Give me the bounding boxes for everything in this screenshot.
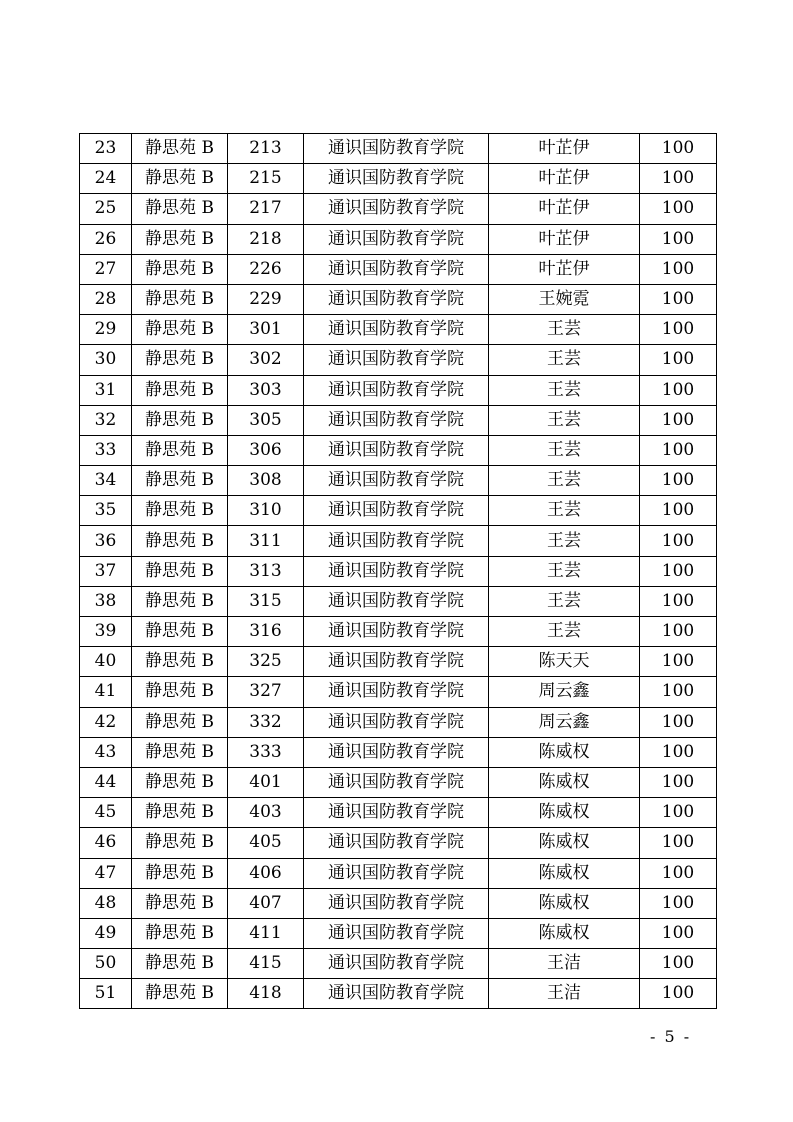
building-cell: 静思苑 B	[132, 617, 228, 647]
college-cell: 通识国防教育学院	[304, 254, 489, 284]
score-cell: 100	[640, 284, 717, 314]
college-cell: 通识国防教育学院	[304, 435, 489, 465]
row-number-cell: 27	[80, 254, 132, 284]
table-row	[80, 496, 717, 526]
room-number-cell: 405	[228, 828, 304, 858]
table-row	[80, 586, 717, 616]
inspector-name-cell: 王芸	[489, 435, 640, 465]
score-cell: 100	[640, 375, 717, 405]
score-cell: 100	[640, 617, 717, 647]
row-number-cell: 26	[80, 224, 132, 254]
room-number-cell: 218	[228, 224, 304, 254]
college-cell: 通识国防教育学院	[304, 586, 489, 616]
row-number-cell: 41	[80, 677, 132, 707]
college-cell: 通识国防教育学院	[304, 858, 489, 888]
row-number-cell: 30	[80, 345, 132, 375]
room-number-cell: 226	[228, 254, 304, 284]
college-cell: 通识国防教育学院	[304, 466, 489, 496]
college-cell: 通识国防教育学院	[304, 315, 489, 345]
row-number-cell: 51	[80, 979, 132, 1009]
inspector-name-cell: 王芸	[489, 526, 640, 556]
row-number-cell: 40	[80, 647, 132, 677]
college-cell: 通识国防教育学院	[304, 375, 489, 405]
score-cell: 100	[640, 496, 717, 526]
row-number-cell: 42	[80, 707, 132, 737]
row-number-cell: 28	[80, 284, 132, 314]
row-number-cell: 50	[80, 949, 132, 979]
room-number-cell: 315	[228, 586, 304, 616]
inspector-name-cell: 周云鑫	[489, 707, 640, 737]
table-row	[80, 254, 717, 284]
table-row	[80, 888, 717, 918]
college-cell: 通识国防教育学院	[304, 918, 489, 948]
row-number-cell: 25	[80, 194, 132, 224]
table-row	[80, 918, 717, 948]
college-cell: 通识国防教育学院	[304, 617, 489, 647]
college-cell: 通识国防教育学院	[304, 134, 489, 164]
dormitory-score-table	[79, 133, 717, 1009]
table-row	[80, 284, 717, 314]
inspector-name-cell: 王洁	[489, 949, 640, 979]
inspector-name-cell: 王婉霓	[489, 284, 640, 314]
college-cell: 通识国防教育学院	[304, 979, 489, 1009]
room-number-cell: 415	[228, 949, 304, 979]
table-body	[80, 134, 717, 1009]
building-cell: 静思苑 B	[132, 556, 228, 586]
table-row	[80, 979, 717, 1009]
score-cell: 100	[640, 586, 717, 616]
building-cell: 静思苑 B	[132, 345, 228, 375]
inspector-name-cell: 王芸	[489, 375, 640, 405]
college-cell: 通识国防教育学院	[304, 707, 489, 737]
inspector-name-cell: 王芸	[489, 466, 640, 496]
inspector-name-cell: 陈威权	[489, 888, 640, 918]
inspector-name-cell: 王芸	[489, 556, 640, 586]
college-cell: 通识国防教育学院	[304, 888, 489, 918]
inspector-name-cell: 叶芷伊	[489, 134, 640, 164]
table-row	[80, 194, 717, 224]
score-cell: 100	[640, 949, 717, 979]
building-cell: 静思苑 B	[132, 466, 228, 496]
building-cell: 静思苑 B	[132, 194, 228, 224]
inspector-name-cell: 陈威权	[489, 767, 640, 797]
table-row	[80, 466, 717, 496]
room-number-cell: 407	[228, 888, 304, 918]
inspector-name-cell: 叶芷伊	[489, 224, 640, 254]
room-number-cell: 302	[228, 345, 304, 375]
room-number-cell: 311	[228, 526, 304, 556]
building-cell: 静思苑 B	[132, 707, 228, 737]
college-cell: 通识国防教育学院	[304, 828, 489, 858]
college-cell: 通识国防教育学院	[304, 798, 489, 828]
college-cell: 通识国防教育学院	[304, 647, 489, 677]
score-cell: 100	[640, 526, 717, 556]
score-cell: 100	[640, 224, 717, 254]
college-cell: 通识国防教育学院	[304, 345, 489, 375]
table-row	[80, 134, 717, 164]
room-number-cell: 411	[228, 918, 304, 948]
score-cell: 100	[640, 858, 717, 888]
inspector-name-cell: 陈威权	[489, 858, 640, 888]
room-number-cell: 401	[228, 767, 304, 797]
room-number-cell: 310	[228, 496, 304, 526]
college-cell: 通识国防教育学院	[304, 496, 489, 526]
row-number-cell: 32	[80, 405, 132, 435]
inspector-name-cell: 叶芷伊	[489, 164, 640, 194]
college-cell: 通识国防教育学院	[304, 526, 489, 556]
score-cell: 100	[640, 647, 717, 677]
college-cell: 通识国防教育学院	[304, 164, 489, 194]
college-cell: 通识国防教育学院	[304, 767, 489, 797]
score-cell: 100	[640, 345, 717, 375]
room-number-cell: 308	[228, 466, 304, 496]
table-row	[80, 526, 717, 556]
inspector-name-cell: 陈天天	[489, 647, 640, 677]
college-cell: 通识国防教育学院	[304, 224, 489, 254]
row-number-cell: 36	[80, 526, 132, 556]
inspector-name-cell: 陈威权	[489, 737, 640, 767]
room-number-cell: 327	[228, 677, 304, 707]
score-cell: 100	[640, 134, 717, 164]
score-cell: 100	[640, 737, 717, 767]
building-cell: 静思苑 B	[132, 315, 228, 345]
building-cell: 静思苑 B	[132, 677, 228, 707]
table-row	[80, 315, 717, 345]
score-cell: 100	[640, 556, 717, 586]
college-cell: 通识国防教育学院	[304, 194, 489, 224]
inspector-name-cell: 王芸	[489, 345, 640, 375]
building-cell: 静思苑 B	[132, 828, 228, 858]
row-number-cell: 38	[80, 586, 132, 616]
room-number-cell: 313	[228, 556, 304, 586]
college-cell: 通识国防教育学院	[304, 949, 489, 979]
inspector-name-cell: 王芸	[489, 617, 640, 647]
score-cell: 100	[640, 798, 717, 828]
building-cell: 静思苑 B	[132, 224, 228, 254]
table-row	[80, 677, 717, 707]
inspector-name-cell: 周云鑫	[489, 677, 640, 707]
room-number-cell: 316	[228, 617, 304, 647]
building-cell: 静思苑 B	[132, 798, 228, 828]
row-number-cell: 29	[80, 315, 132, 345]
building-cell: 静思苑 B	[132, 858, 228, 888]
table-row	[80, 345, 717, 375]
inspector-name-cell: 王芸	[489, 315, 640, 345]
inspector-name-cell: 王洁	[489, 979, 640, 1009]
inspector-name-cell: 王芸	[489, 586, 640, 616]
college-cell: 通识国防教育学院	[304, 405, 489, 435]
room-number-cell: 215	[228, 164, 304, 194]
college-cell: 通识国防教育学院	[304, 737, 489, 767]
table-row	[80, 405, 717, 435]
building-cell: 静思苑 B	[132, 918, 228, 948]
score-cell: 100	[640, 918, 717, 948]
row-number-cell: 35	[80, 496, 132, 526]
row-number-cell: 39	[80, 617, 132, 647]
building-cell: 静思苑 B	[132, 949, 228, 979]
room-number-cell: 229	[228, 284, 304, 314]
row-number-cell: 43	[80, 737, 132, 767]
score-cell: 100	[640, 254, 717, 284]
college-cell: 通识国防教育学院	[304, 284, 489, 314]
score-cell: 100	[640, 979, 717, 1009]
room-number-cell: 325	[228, 647, 304, 677]
inspector-name-cell: 王芸	[489, 496, 640, 526]
building-cell: 静思苑 B	[132, 164, 228, 194]
row-number-cell: 49	[80, 918, 132, 948]
inspector-name-cell: 王芸	[489, 405, 640, 435]
building-cell: 静思苑 B	[132, 496, 228, 526]
score-cell: 100	[640, 767, 717, 797]
row-number-cell: 34	[80, 466, 132, 496]
table-row	[80, 647, 717, 677]
score-cell: 100	[640, 828, 717, 858]
score-cell: 100	[640, 435, 717, 465]
building-cell: 静思苑 B	[132, 737, 228, 767]
room-number-cell: 305	[228, 405, 304, 435]
room-number-cell: 333	[228, 737, 304, 767]
room-number-cell: 403	[228, 798, 304, 828]
building-cell: 静思苑 B	[132, 134, 228, 164]
inspector-name-cell: 陈威权	[489, 828, 640, 858]
row-number-cell: 45	[80, 798, 132, 828]
table-row	[80, 767, 717, 797]
score-cell: 100	[640, 315, 717, 345]
table-row	[80, 556, 717, 586]
table-row	[80, 435, 717, 465]
building-cell: 静思苑 B	[132, 647, 228, 677]
inspector-name-cell: 陈威权	[489, 918, 640, 948]
room-number-cell: 217	[228, 194, 304, 224]
table-row	[80, 164, 717, 194]
room-number-cell: 418	[228, 979, 304, 1009]
table-row	[80, 375, 717, 405]
score-cell: 100	[640, 466, 717, 496]
row-number-cell: 23	[80, 134, 132, 164]
inspector-name-cell: 叶芷伊	[489, 254, 640, 284]
building-cell: 静思苑 B	[132, 375, 228, 405]
score-cell: 100	[640, 164, 717, 194]
score-cell: 100	[640, 194, 717, 224]
row-number-cell: 48	[80, 888, 132, 918]
row-number-cell: 31	[80, 375, 132, 405]
row-number-cell: 24	[80, 164, 132, 194]
row-number-cell: 44	[80, 767, 132, 797]
building-cell: 静思苑 B	[132, 526, 228, 556]
inspector-name-cell: 陈威权	[489, 798, 640, 828]
inspector-name-cell: 叶芷伊	[489, 194, 640, 224]
college-cell: 通识国防教育学院	[304, 677, 489, 707]
building-cell: 静思苑 B	[132, 586, 228, 616]
table-row	[80, 224, 717, 254]
table-row	[80, 858, 717, 888]
table-row	[80, 798, 717, 828]
room-number-cell: 406	[228, 858, 304, 888]
building-cell: 静思苑 B	[132, 888, 228, 918]
score-cell: 100	[640, 677, 717, 707]
building-cell: 静思苑 B	[132, 767, 228, 797]
room-number-cell: 301	[228, 315, 304, 345]
room-number-cell: 213	[228, 134, 304, 164]
building-cell: 静思苑 B	[132, 254, 228, 284]
score-cell: 100	[640, 405, 717, 435]
building-cell: 静思苑 B	[132, 284, 228, 314]
college-cell: 通识国防教育学院	[304, 556, 489, 586]
building-cell: 静思苑 B	[132, 979, 228, 1009]
building-cell: 静思苑 B	[132, 435, 228, 465]
room-number-cell: 332	[228, 707, 304, 737]
room-number-cell: 303	[228, 375, 304, 405]
score-cell: 100	[640, 707, 717, 737]
table-row	[80, 828, 717, 858]
row-number-cell: 33	[80, 435, 132, 465]
table-row	[80, 707, 717, 737]
row-number-cell: 46	[80, 828, 132, 858]
table-row	[80, 737, 717, 767]
building-cell: 静思苑 B	[132, 405, 228, 435]
room-number-cell: 306	[228, 435, 304, 465]
score-cell: 100	[640, 888, 717, 918]
page-number: - 5 -	[650, 1027, 692, 1046]
row-number-cell: 37	[80, 556, 132, 586]
row-number-cell: 47	[80, 858, 132, 888]
table-row	[80, 949, 717, 979]
table-row	[80, 617, 717, 647]
